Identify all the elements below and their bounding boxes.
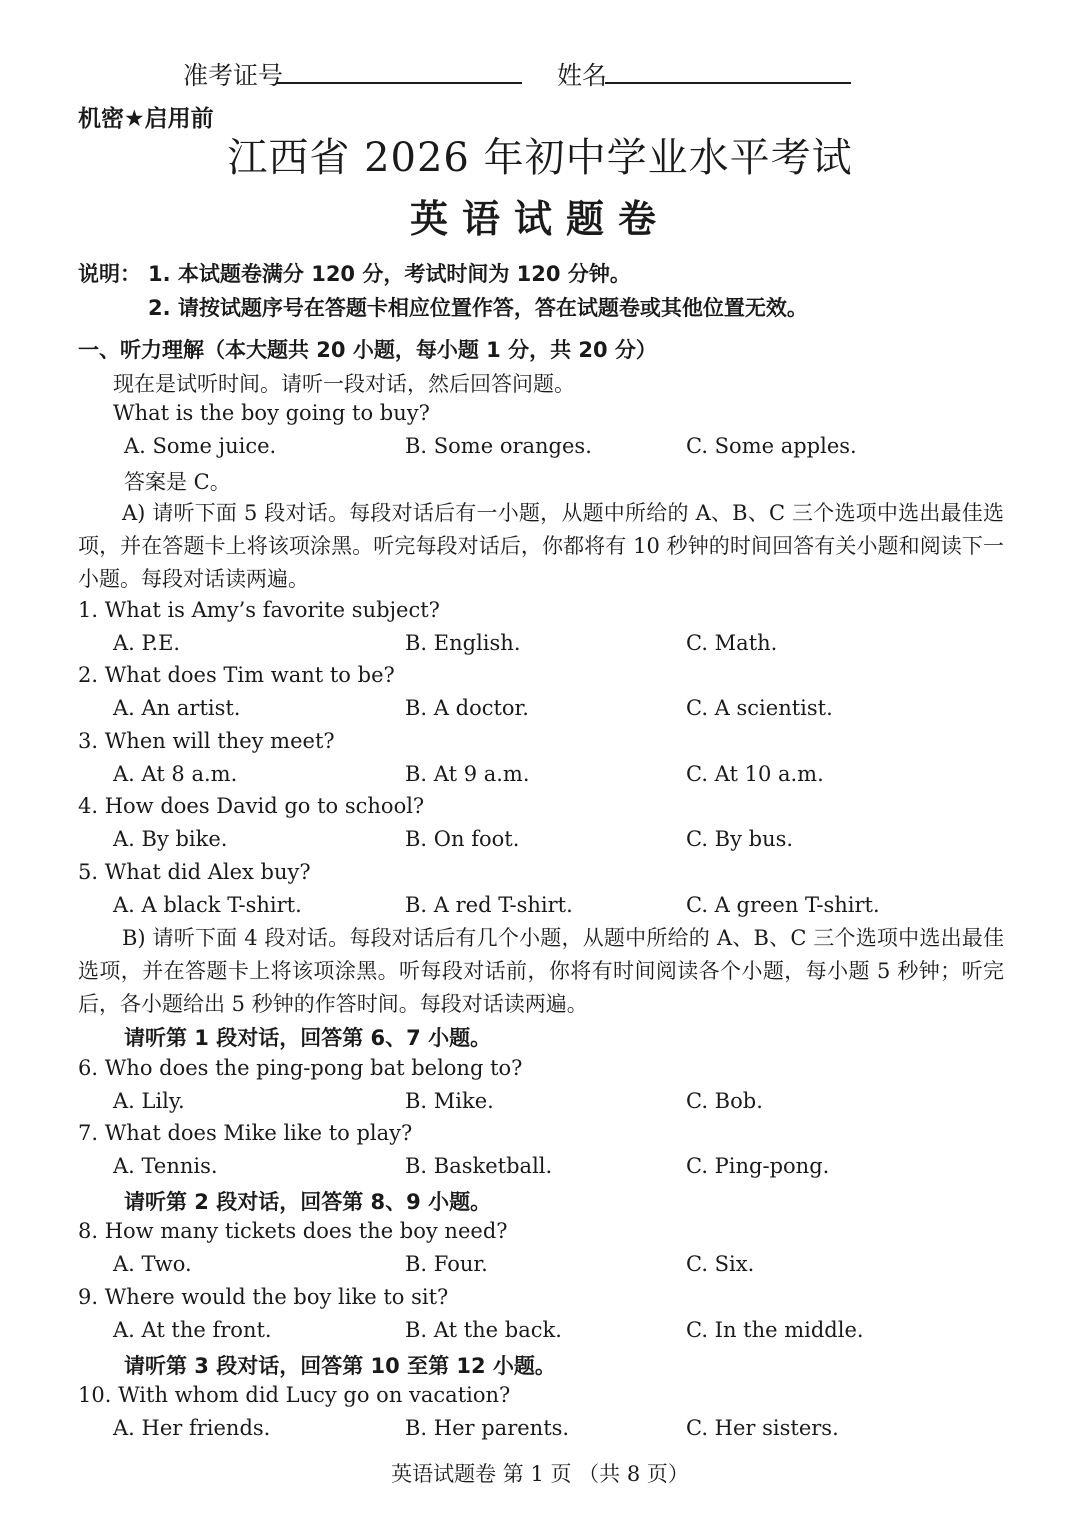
question-7: 7. What does Mike like to play? (78, 1121, 413, 1145)
question-2: 2. What does Tim want to be? (78, 663, 395, 687)
example-answer: 答案是 C。 (124, 470, 231, 494)
notes-label: 说明： (78, 262, 141, 286)
dialog-2-instruction: 请听第 2 段对话，回答第 8、9 小题。 (124, 1190, 492, 1214)
q8-option-a: A. Two. (113, 1252, 192, 1276)
q4-option-a: A. By bike. (113, 827, 228, 851)
part-b-instructions (78, 922, 1004, 1021)
q1-option-a: A. P.E. (113, 631, 181, 655)
question-3: 3. When will they meet? (78, 729, 335, 753)
q5-option-b: B. A red T-shirt. (405, 893, 573, 917)
q10-option-a: A. Her friends. (113, 1416, 271, 1440)
name-field[interactable] (605, 82, 851, 84)
q6-option-c: C. Bob. (686, 1089, 763, 1113)
question-10: 10. With whom did Lucy go on vacation? (78, 1383, 511, 1407)
dialog-1-instruction: 请听第 1 段对话，回答第 6、7 小题。 (124, 1026, 492, 1050)
q5-option-c: C. A green T-shirt. (686, 893, 880, 917)
q8-option-b: B. Four. (405, 1252, 488, 1276)
example-option-c: C. Some apples. (686, 434, 857, 458)
admission-number-label: 准考证号 (183, 61, 284, 90)
q10-option-c: C. Her sisters. (686, 1416, 839, 1440)
q4-option-c: C. By bus. (686, 827, 794, 851)
admission-number-field[interactable] (276, 82, 522, 84)
question-5: 5. What did Alex buy? (78, 860, 311, 884)
note-line-1: 1. 本试题卷满分 120 分，考试时间为 120 分钟。 (148, 262, 631, 286)
question-8: 8. How many tickets does the boy need? (78, 1219, 508, 1243)
q7-option-b: B. Basketball. (405, 1154, 553, 1178)
part-a-instructions-text: A) 请听下面 5 段对话。每段对话后有一小题，从题中所给的 A、B、C 三个选项中选出最佳选项，并在答题卡上将该项涂黑。听完每段对话后，你都将有 10 秒钟的时间回答有关小题和阅读下一小题。每段对话读两遍。 (78, 501, 1004, 591)
part-a-instructions (78, 497, 1004, 596)
q6-option-a: A. Lily. (113, 1089, 185, 1113)
confidential-mark: 机密★启用前 (78, 106, 214, 132)
question-9: 9. Where would the boy like to sit? (78, 1285, 449, 1309)
part-b-instructions-text: B) 请听下面 4 段对话。每段对话后有几个小题，从题中所给的 A、B、C 三个选项中选出最佳选项，并在答题卡上将该项涂黑。听每段对话前，你将有时间阅读各个小题，每小题 5 秒钟；听完后，各小题给出 5 秒钟的作答时间。每段对话读两遍。 (78, 926, 1004, 1016)
example-question: What is the boy going to buy? (113, 401, 430, 425)
q4-option-b: B. On foot. (405, 827, 520, 851)
exam-title: 江西省 2026 年初中学业水平考试 (227, 135, 853, 181)
exam-subtitle: 英语试题卷 (409, 197, 670, 241)
q9-option-b: B. At the back. (405, 1318, 562, 1342)
page-footer: 英语试题卷 第 1 页 （共 8 页） (391, 1462, 689, 1486)
note-line-2: 2. 请按试题序号在答题卡相应位置作答，答在试题卷或其他位置无效。 (148, 296, 808, 320)
question-4: 4. How does David go to school? (78, 794, 425, 818)
q1-option-c: C. Math. (686, 631, 778, 655)
q7-option-a: A. Tennis. (113, 1154, 218, 1178)
q9-option-a: A. At the front. (113, 1318, 272, 1342)
example-option-b: B. Some oranges. (405, 434, 592, 458)
q8-option-c: C. Six. (686, 1252, 755, 1276)
q3-option-b: B. At 9 a.m. (405, 762, 530, 786)
q10-option-b: B. Her parents. (405, 1416, 570, 1440)
question-6: 6. Who does the ping-pong bat belong to? (78, 1056, 523, 1080)
q7-option-c: C. Ping-pong. (686, 1154, 830, 1178)
q6-option-b: B. Mike. (405, 1089, 494, 1113)
q9-option-c: C. In the middle. (686, 1318, 864, 1342)
name-label: 姓名 (557, 61, 608, 90)
dialog-3-instruction: 请听第 3 段对话，回答第 10 至第 12 小题。 (124, 1354, 556, 1378)
q5-option-a: A. A black T-shirt. (113, 893, 302, 917)
section-heading: 一、听力理解（本大题共 20 小题，每小题 1 分，共 20 分） (78, 338, 657, 362)
q2-option-b: B. A doctor. (405, 696, 529, 720)
example-intro: 现在是试听时间。请听一段对话，然后回答问题。 (113, 372, 575, 396)
example-option-a: A. Some juice. (124, 434, 277, 458)
q2-option-c: C. A scientist. (686, 696, 833, 720)
q2-option-a: A. An artist. (113, 696, 241, 720)
question-1: 1. What is Amy’s favorite subject? (78, 598, 440, 622)
q3-option-c: C. At 10 a.m. (686, 762, 824, 786)
q1-option-b: B. English. (405, 631, 521, 655)
q3-option-a: A. At 8 a.m. (113, 762, 238, 786)
candidate-info (0, 52, 1080, 92)
